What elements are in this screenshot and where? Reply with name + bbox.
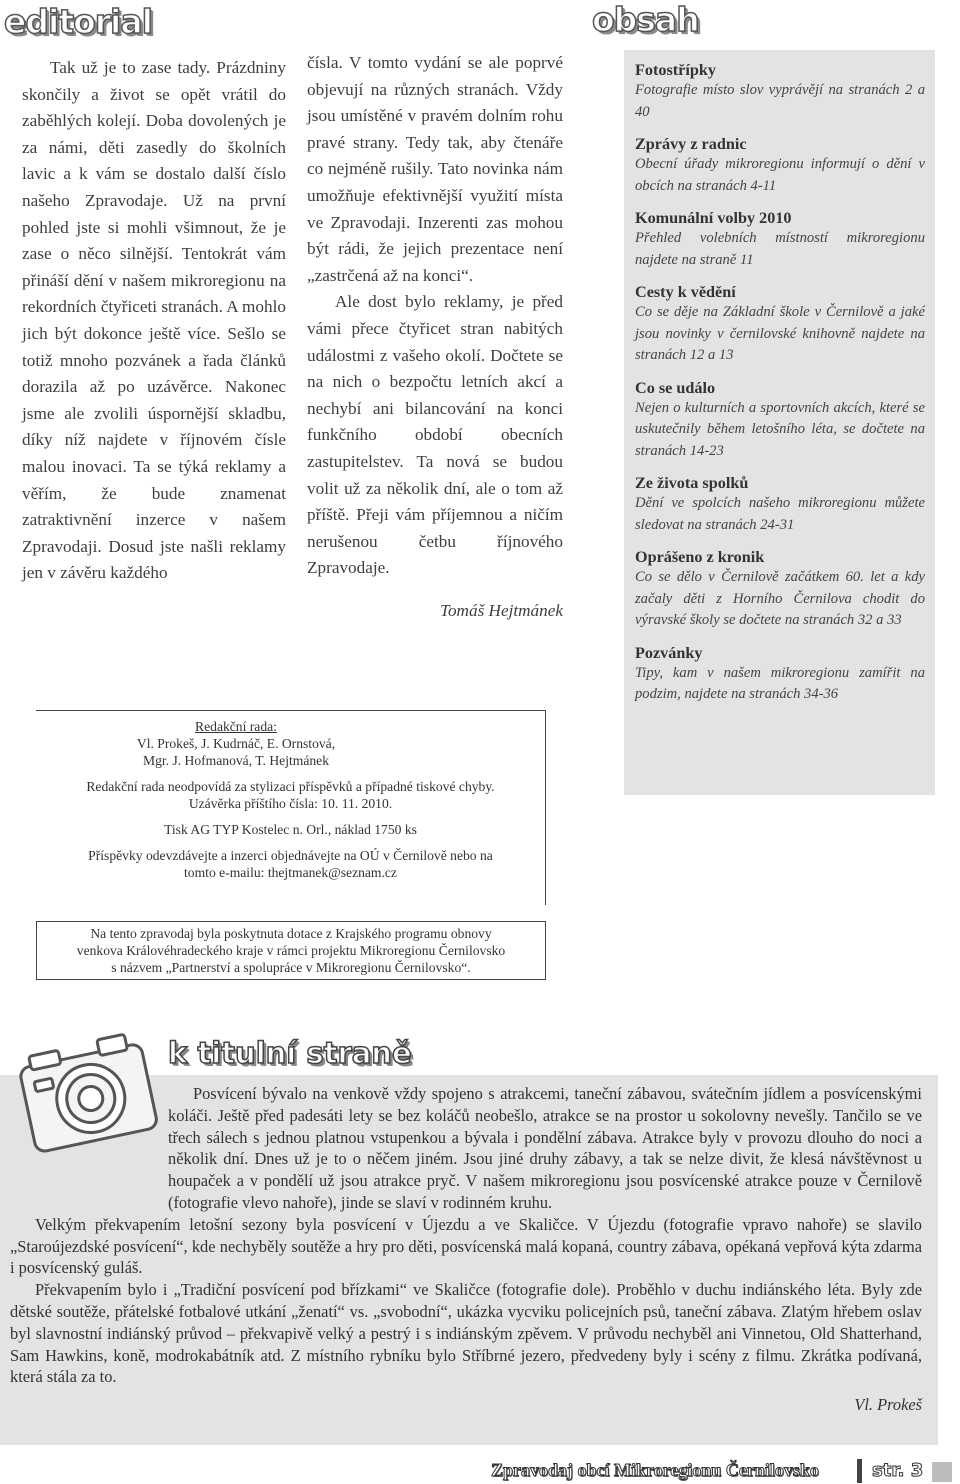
- cover-article: [10, 1083, 922, 1416]
- obsah-heading: obsah: [592, 0, 699, 39]
- editorial-board-title: Redakční rada:: [195, 719, 277, 734]
- print-info: Tisk AG TYP Kostelec n. Orl., náklad 1750 ks: [164, 822, 417, 837]
- toc-item-description: Obecní úřady mikroregionu informují o dění v obcích na stranách 4-11: [635, 156, 925, 194]
- footer-page-number: str. 3: [872, 1460, 924, 1481]
- toc-item-title: Oprášeno z kronik: [635, 548, 765, 566]
- article-author: Vl. Prokeš: [854, 1395, 922, 1415]
- editorial-paragraph: Tak už je to zase tady. Prázdniny skončily a život se opět vrátil do zaběhlých kolejí. Doba dovolených je za námi, děti zasedly do školních lavic a k vám se dostalo další číslo našeho Zpravodaje. Už na první pohled jste si mohli všimnout, že je zase o něco silnější. Tentokrát vám přináší dění v našem mikroregionu na rekordních čtyřiceti stranách. A mohlo jich být dokonce ještě více. Sešlo se totiž mnoho pozvánek a řada článků dorazila až po uzávěrce. Nakonec jsme ale zvolili úspornější skladbu, díky níž najdete v říjnovém čísle malou inovaci. Ta se týká reklamy a věřím, že bude znamenat zatraktivnění inzerce v našem Zpravodaji. Dosud jste našli reklamy jen v závěru každého: [22, 58, 286, 583]
- editorial-column-2: [307, 50, 563, 624]
- editorial-column-1: [22, 55, 286, 587]
- editorial-board-line: Mgr. J. Hofmanová, T. Hejtmánek: [143, 753, 329, 768]
- editorial-board-line: Vl. Prokeš, J. Kudrnáč, E. Ornstová,: [136, 736, 336, 751]
- toc-item-description: Fotografie místo slov vyprávějí na stranách 2 a 40: [635, 82, 925, 120]
- toc-item[interactable]: [635, 547, 925, 632]
- toc-item[interactable]: [635, 473, 925, 536]
- cover-page-heading: k titulní straně: [168, 1036, 412, 1070]
- table-of-contents: [624, 50, 935, 795]
- toc-item-description: Co se děje na Základní škole v Černilově a jaké jsou novinky v černilovské knihovně najdete na stranách 12 a 13: [635, 304, 925, 363]
- grant-notice-line: venkova Královéhradeckého kraje v rámci projektu Mikroregionu Černilovsko: [76, 943, 506, 958]
- toc-item-description: Co se dělo v Černilově začátkem 60. let a kdy začaly děti z Horního Černilova chodit do výravské školy se dočtete na stranách 32 a 33: [635, 569, 925, 628]
- toc-item-title: Ze života spolků: [635, 474, 749, 492]
- footer-decoration: [932, 1462, 952, 1482]
- editorial-board-names: [36, 711, 436, 769]
- toc-item-title: Komunální volby 2010: [635, 209, 792, 227]
- grant-notice-line: Na tento zpravodaj byla poskytnuta dotace z Krajského programu obnovy: [90, 926, 492, 941]
- disclaimer-text: Redakční rada neodpovídá za stylizaci příspěvků a případné tiskové chyby.: [86, 779, 495, 794]
- toc-item-description: Tipy, kam v našem mikroregionu zamířit na podzim, najdete na stranách 34-36: [635, 664, 925, 702]
- article-paragraph: Posvícení bývalo na venkově vždy spojeno s atrakcemi, taneční zábavou, svátečním jídlem a posvícenskými koláči. Ještě před padesáti lety se bez koláčů neobešlo, atrakce se na prostor u sokolovny nevešly. Tančilo se ve třech sálech s jednou platnou vstupenkou a bývala i pondělní zábava. Atrakce byly v provozu dlouho do noci a několik dní. Dnes už je to o něčem jiném. Jsou jiné druhy zábavy, a tak se nelze divit, že klesá návštěvnost u houpaček a v pondělí už jsou atrakce pryč. V našem mikroregionu jsou posvícenské atrakce pouze v Černilově (fotografie vlevo nahoře), jinde se slaví v rodinném kruhu.: [168, 1084, 922, 1212]
- editorial-paragraph: Ale dost bylo reklamy, je před vámi přece čtyřicet stran nabitých událostmi z vašeho okolí. Dočtete se na nich o bezpočtu letních akcí a nechybí ani bilancování na konci funkčního období obecních zastupitelstev. Ta nová se budou volit už za několik dní, ale o tom až příště. Přeji vám příjemnou a ničím nerušenou četbu říjnového Zpravodaje.: [307, 292, 563, 578]
- footer-separator: [857, 1459, 862, 1483]
- contributions-email[interactable]: tomto e-mailu: thejtmanek@seznam.cz: [184, 865, 397, 880]
- toc-item[interactable]: [635, 643, 925, 706]
- editorial-board-box: [36, 710, 546, 905]
- article-paragraph: Překvapením bylo i „Tradiční posvícení pod břízkami“ ve Skaličce (fotografie dole). Proběhlo v duchu indiánského léta. Byly zde dětské soutěže, přátelské fotbalové utkání „ženatí“ vs. „svobodní“, ukázka vycviku policejních psů, taneční zábava. Zlatým hřebem oslav byl slavnostní indiánský průvod – překvapivě velký a pestrý i s indiánským zpěvem. V průvodu nechyběl ani Vinnetou, Old Shatterhand, Sam Hawkins, koně, modrokabátník atd. Z místního rybníku bylo Stříbrné jezero, předvedeny byly i scény z filmu. Zkrátka podívaná, která stála za to.: [10, 1280, 922, 1387]
- grant-notice-line: s názvem „Partnerství a spolupráce v Mikroregionu Černilovsko“.: [111, 960, 471, 975]
- article-paragraph: Velkým překvapením letošní sezony byla posvícení v Újezdu a ve Skaličce. V Újezdu (fotografie vpravo nahoře) se slavilo „Staroújezdské posvícení“, kde nechyběly soutěže a hry pro děti, posvícenská malá kopaná, country zábava, opékaná vepřová kýta zdarma i posvícenský guláš.: [10, 1214, 922, 1278]
- toc-item-description: Dění ve spolcích našeho mikroregionu můžete sledovat na stranách 24-31: [635, 495, 925, 533]
- toc-item[interactable]: [635, 378, 925, 463]
- grant-notice-box: [36, 921, 546, 980]
- toc-item-description: Přehled volebních místností mikroregionu najdete na straně 11: [635, 230, 925, 268]
- editorial-heading: editorial: [4, 2, 152, 41]
- footer-publication-title: Zpravodaj obcí Mikroregionu Černilovsko: [491, 1460, 819, 1480]
- toc-item-title: Pozvánky: [635, 643, 703, 662]
- editorial-signature: Tomáš Hejtmánek: [439, 600, 563, 620]
- toc-item-description: Nejen o kulturních a sportovních akcích, které se uskutečnily během letošního léta, se dočtete na stranách 14-23: [635, 399, 925, 459]
- deadline-text: Uzávěrka příštího čísla: 10. 11. 2010.: [188, 796, 393, 811]
- toc-item-title: Co se událo: [635, 378, 716, 397]
- toc-item-title: Cesty k vědění: [635, 283, 736, 301]
- contributions-text: Příspěvky odevzdávejte a inzerci objednávejte na OÚ v Černilově nebo na: [88, 848, 493, 863]
- toc-item[interactable]: [635, 60, 925, 123]
- toc-item[interactable]: [635, 134, 925, 197]
- toc-item-title: Zprávy z radnic: [635, 135, 747, 153]
- editorial-paragraph: čísla. V tomto vydání se ale poprvé objevují na různých stranách. Vždy jsou umístěné v pravém dolním rohu pravé strany. Tedy tak, aby čtenáře co nejméně rušily. Tato novinka nám umožňuje efektivnější využití místa ve Zpravodaji. Inzerenti zas mohou být rádi, že jejich prezentace není „zastrčená až na konci“.: [307, 53, 563, 285]
- toc-item-title: Fotostřípky: [635, 61, 716, 79]
- toc-item[interactable]: [635, 208, 925, 271]
- toc-item[interactable]: [635, 282, 925, 367]
